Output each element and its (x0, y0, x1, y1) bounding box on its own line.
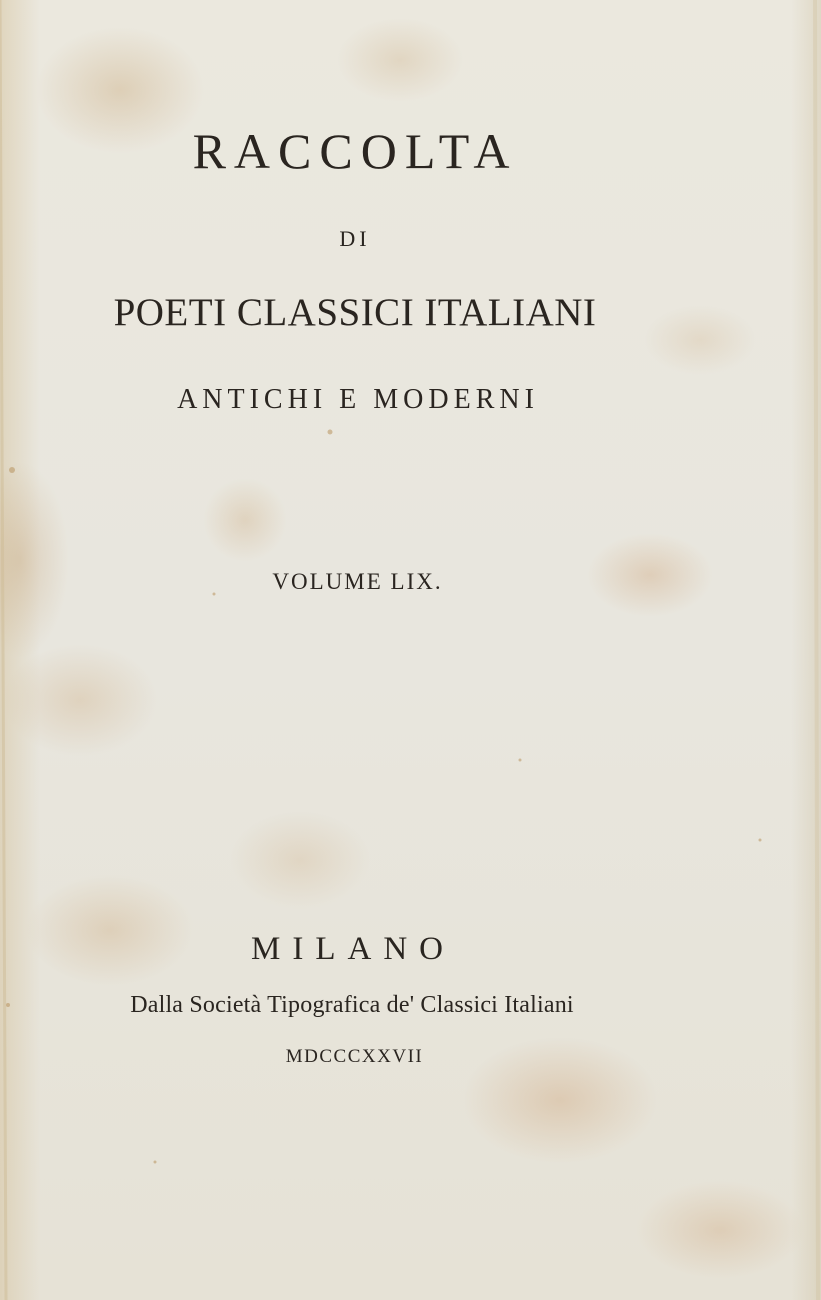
publication-year: MDCCCXXVII (285, 1046, 424, 1067)
book-subtitle: POETI CLASSICI ITALIANI (113, 291, 597, 334)
publication-city: MILANO (251, 931, 455, 967)
volume-number: VOLUME LIX. (272, 569, 443, 594)
title-connector: DI (339, 226, 371, 251)
book-subtitle-secondary: ANTICHI E MODERNI (177, 384, 539, 415)
publisher-name: Dalla Società Tipografica de' Classici Italiani (130, 992, 574, 1018)
book-title: RACCOLTA (192, 123, 518, 179)
